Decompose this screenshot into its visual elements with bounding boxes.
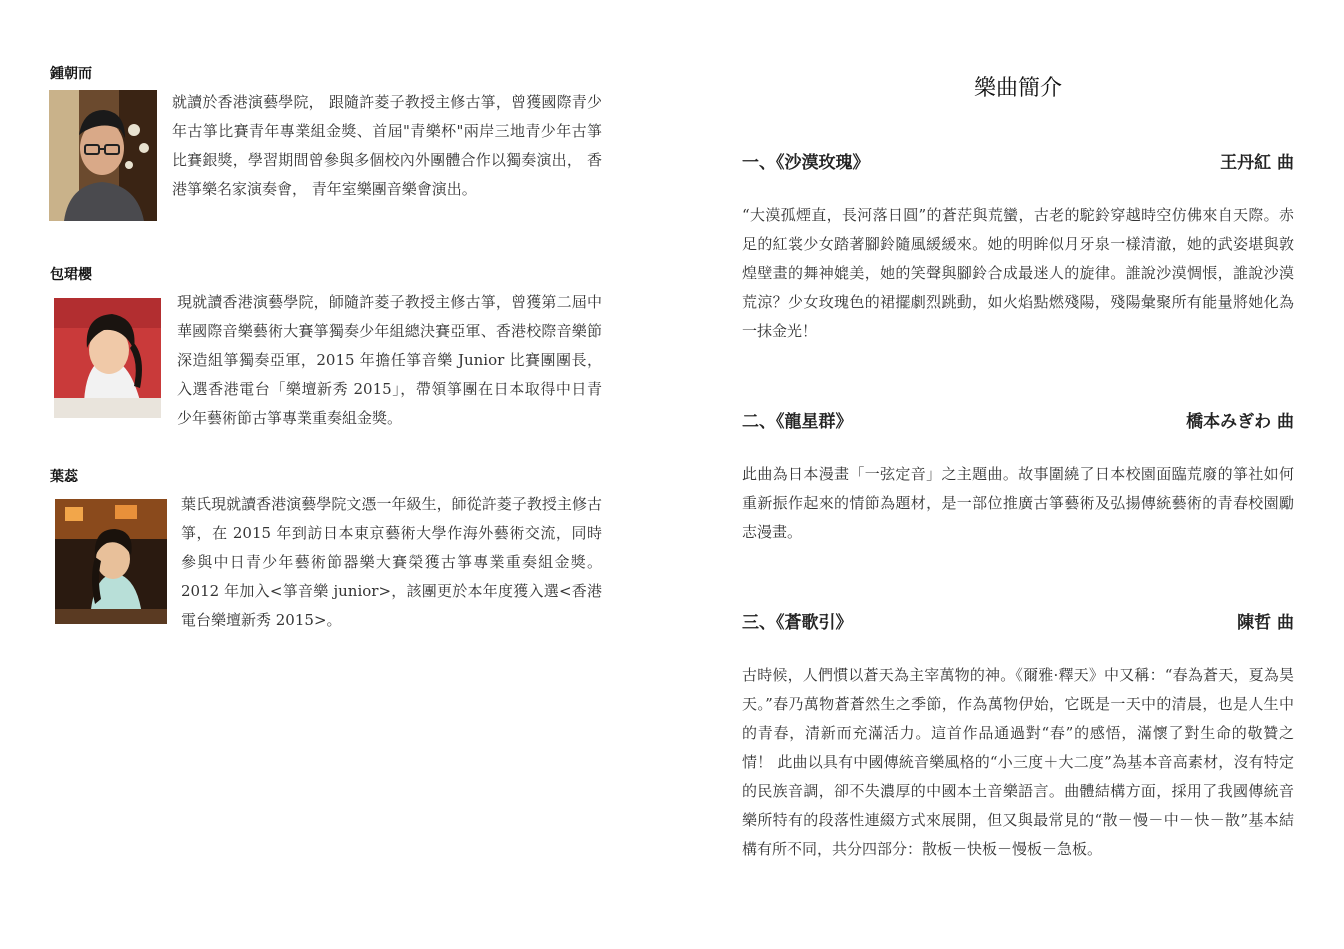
performer-bio: 葉氏現就讀香港演藝學院文憑一年級生，師從許菱子教授主修古箏，在 2015 年到訪日本東京藝術大學作海外藝術交流，同時參與中日青少年藝術節器樂大賽榮獲古箏專業重奏組金獎。2012 年加入<箏音樂 junior>，該團更於本年度獲入選<香港電台樂壇新秀 2015>。 [181, 495, 602, 629]
performer-photo [55, 499, 167, 624]
piece-composer: 王丹紅 曲 [1220, 153, 1294, 173]
performer-bio: 現就讀香港演藝學院，師隨許菱子教授主修古箏，曾獲第二屆中華國際音樂藝術大賽箏獨奏少年組總決賽亞軍、香港校際音樂節深造組箏獨奏亞軍，2015 年擔任箏音樂 Junior 比賽團團長，入選香港電台「樂壇新秀 2015」，帶領箏團在日本取得中日青少年藝術節古箏專業重奏組金獎。 [177, 293, 602, 427]
portrait-girl-performing-icon [55, 499, 167, 624]
piece-title: 三、《蒼歌引》 [742, 613, 853, 633]
performer-photo [54, 298, 161, 418]
piece-composer: 陳哲 曲 [1237, 613, 1294, 633]
portrait-young-woman-icon [54, 298, 161, 418]
piece-description: “大漠孤煙直，長河落日圓”的蒼茫與荒蠻，古老的駝鈴穿越時空仿佛來自天際。赤足的紅裳少女踏著腳鈴隨風緩緩來。她的明眸似月牙泉一樣清澈，她的武姿堪與敦煌壁畫的舞神媲美，她的笑聲與腳鈴合成最迷人的旋律。誰說沙漠惆悵，誰說沙漠荒涼？少女玫瑰色的裙擺劇烈跳動，如火焰點燃殘陽，殘陽彙聚所有能量將她化為一抹金光！ [742, 206, 1294, 340]
program-title: 樂曲簡介 [974, 76, 1063, 101]
performer-bio: 就讀於香港演藝學院， 跟隨許菱子教授主修古箏，曾獲國際青少年古箏比賽青年專業組金獎、首屆"青樂杯"兩岸三地青少年古箏比賽銀獎，學習期間曾參與多個校內外團體合作以獨奏演出， 香港箏樂名家演奏會， 青年室樂團音樂會演出。 [172, 93, 602, 198]
piece-description: 此曲為日本漫畫「一弦定音」之主題曲。故事圍繞了日本校園面臨荒廢的箏社如何重新振作起來的情節為題材，是一部位推廣古箏藝術及弘揚傳統藝術的青春校園勵志漫畫。 [742, 465, 1294, 541]
piece-title: 二、《龍星群》 [742, 412, 853, 432]
performer-name: 鍾朝而 [50, 66, 92, 82]
piece-composer: 橋本みぎわ 曲 [1186, 412, 1294, 432]
performer-photo [49, 90, 157, 221]
performer-name: 葉蕊 [50, 469, 78, 485]
performer-name: 包珺櫻 [50, 267, 92, 283]
piece-heading [742, 608, 1294, 633]
piece-description: 古時候，人們慣以蒼天為主宰萬物的神。《爾雅·釋天》中又稱：“春為蒼天，夏為昊天。”春乃萬物蒼蒼然生之季節，作為萬物伊始，它既是一天中的清晨，也是人生中的青春，清新而充滿活力。這首作品通過對“春”的感悟，滿懷了對生命的敬贊之情！ 此曲以具有中國傳統音樂風格的“小三度＋大二度”為基本音高素材，沒有特定的民族音調，卻不失濃厚的中國本土音樂語言。曲體結構方面，採用了我國傳統音樂所特有的段落性連綴方式來展開，但又與最常見的“散－慢－中－快－散”基本結構有所不同，共分四部分：散板－快板－慢板－急板。 [742, 666, 1294, 858]
portrait-young-man-icon [49, 90, 157, 221]
piece-title: 一、《沙漠玫瑰》 [742, 153, 870, 173]
piece-heading [742, 407, 1294, 432]
piece-heading [742, 148, 1294, 173]
